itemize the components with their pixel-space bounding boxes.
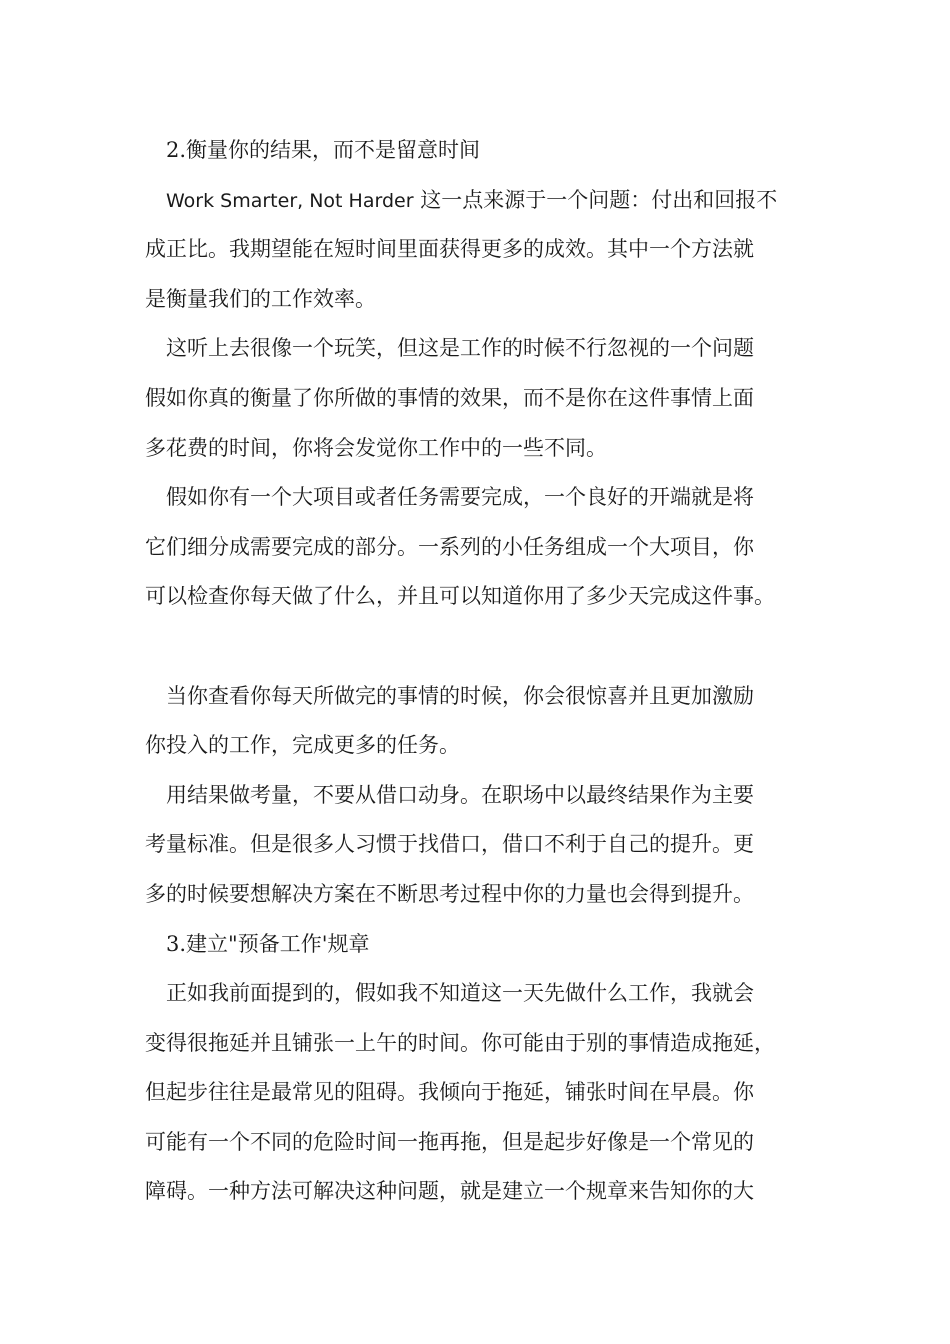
text-line: 多花费的时间，你将会发觉你工作中的一些不同。 [145,435,607,460]
text-line: 考量标准。但是很多人习惯于找借口，借口不利于自己的提升。更 [145,832,754,857]
text-line: 当你查看你每天所做完的事情的时候，你会很惊喜并且更加激励 [166,683,754,708]
text-line: 正如我前面提到的，假如我不知道这一天先做什么工作，我就会 [166,981,754,1006]
text-line: 它们细分成需要完成的部分。一系列的小任务组成一个大项目，你 [145,534,754,559]
document-body [145,130,815,1221]
text-line: 假如你有一个大项目或者任务需要完成，一个良好的开端就是将 [166,485,754,510]
text-line: 是衡量我们的工作效率。 [145,286,376,311]
latin-phrase: Work Smarter, Not Harder [166,189,414,212]
text-line: 变得很拖延并且铺张一上午的时间。你可能由于别的事情造成拖延， [145,1030,775,1055]
text-line: 假如你真的衡量了你所做的事情的效果，而不是你在这件事情上面 [145,385,754,410]
text-line: 成正比。我期望能在短时间里面获得更多的成效。其中一个方法就 [145,237,754,262]
text-line: 3.建立"预备工作'规章 [166,931,370,956]
text-line: 用结果做考量，不要从借口动身。在职场中以最终结果作为主要 [166,782,754,807]
text-line: 可以检查你每天做了什么，并且可以知道你用了多少天完成这件事。 [145,584,775,609]
blank-line [145,626,815,676]
text-line: 这听上去很像一个玩笑，但这是工作的时候不行忽视的一个问题 [166,336,754,361]
text-line: 可能有一个不同的危险时间一拖再拖，但是起步好像是一个常见的 [145,1129,754,1154]
text-line: Work Smarter, Not Harder 这一点来源于一个问题：付出和回报不 [166,187,778,212]
text-line: 但起步往往是最常见的阻碍。我倾向于拖延，铺张时间在早晨。你 [145,1080,754,1105]
text-line: 2.衡量你的结果，而不是留意时间 [166,138,481,162]
text-line: 多的时候要想解决方案在不断思考过程中你的力量也会得到提升。 [145,881,754,906]
text-line: 障碍。一种方法可解决这种问题，就是建立一个规章来告知你的大 [145,1179,754,1204]
text-line: 你投入的工作，完成更多的任务。 [145,733,460,758]
